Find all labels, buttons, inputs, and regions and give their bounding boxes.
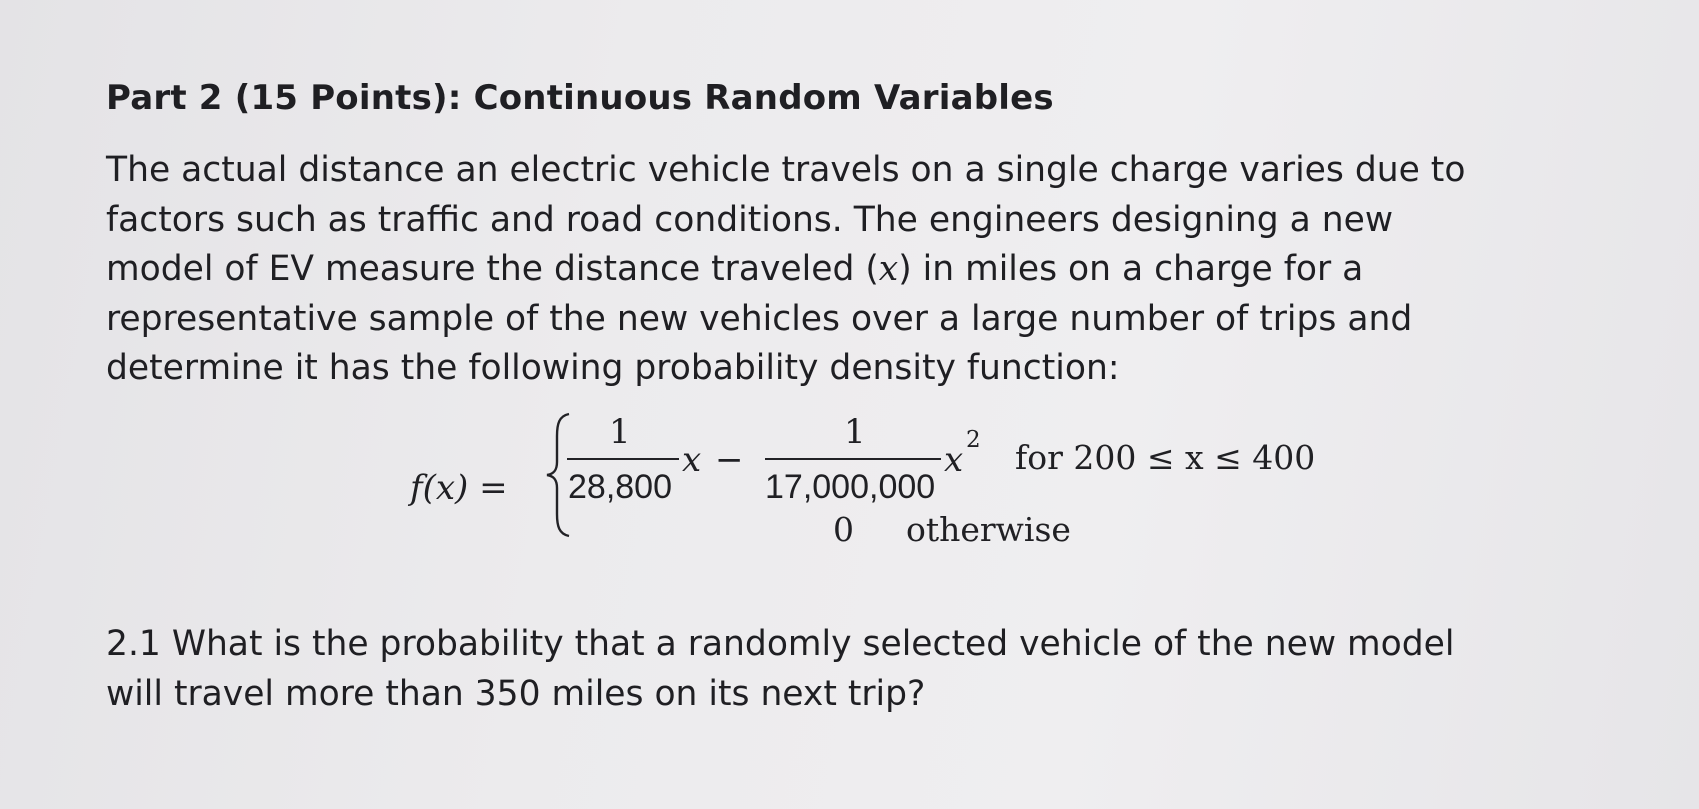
paragraph-line: determine it has the following probability density function: xyxy=(106,348,1120,388)
paragraph-line xyxy=(106,245,1686,295)
fraction2-bar xyxy=(765,458,941,460)
variable-x: x xyxy=(682,440,702,480)
case1-condition: for 200 ≤ x ≤ 400 xyxy=(1015,438,1316,477)
problem-description xyxy=(106,146,1686,394)
paragraph-line: representative sample of the new vehicles over a large number of trips and xyxy=(106,298,1413,339)
paragraph-text: ) in miles on a charge for a xyxy=(898,249,1364,289)
paragraph-text: model of EV measure the distance traveled ( xyxy=(106,249,879,289)
question-line: will travel more than 350 miles on its next trip? xyxy=(106,674,926,714)
variable-x: x xyxy=(944,440,964,480)
fraction2-denominator: 17,000,000 xyxy=(765,468,936,506)
fraction1-denominator: 28,800 xyxy=(568,468,672,506)
question-line: 2.1 What is the probability that a randomly selected vehicle of the new model xyxy=(106,624,1455,664)
page-title: Part 2 (15 Points): Continuous Random Variables xyxy=(106,78,1054,118)
case2-condition: otherwise xyxy=(906,510,1071,549)
paragraph-line: The actual distance an electric vehicle travels on a single charge varies due to xyxy=(106,150,1466,190)
fraction1-bar xyxy=(567,458,679,460)
pdf-formula xyxy=(410,410,1370,560)
variable-x: x xyxy=(878,249,899,289)
question-2-1 xyxy=(106,619,1686,719)
case2-value: 0 xyxy=(833,510,854,549)
exponent: 2 xyxy=(966,427,981,453)
fraction2-numerator: 1 xyxy=(844,412,866,452)
fraction1-numerator: 1 xyxy=(609,412,631,452)
formula-lhs: f(x) = xyxy=(410,468,508,508)
minus-sign: − xyxy=(715,440,744,480)
paragraph-line: factors such as traffic and road conditions. The engineers designing a new xyxy=(106,199,1394,240)
